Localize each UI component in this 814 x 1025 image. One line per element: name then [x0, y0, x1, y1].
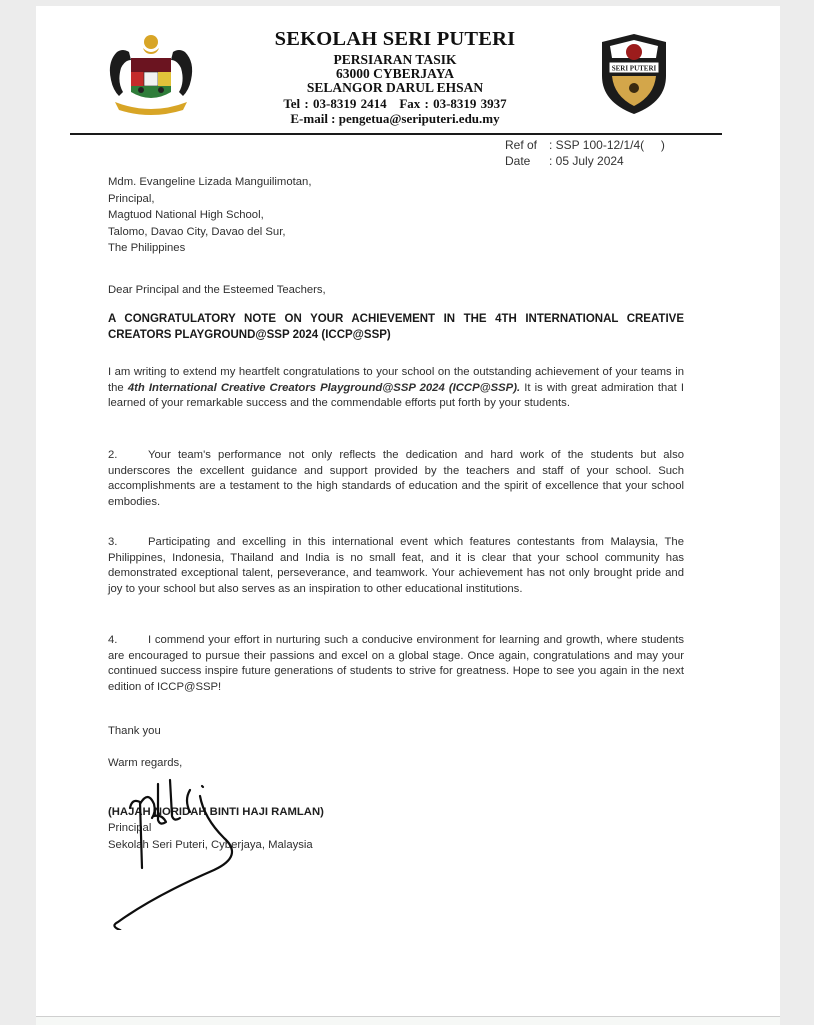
signatory-name: (HAJAH NORIDAH BINTI HAJI RAMLAN): [108, 806, 324, 818]
paragraph-3: [108, 535, 684, 597]
email-address: E-mail : pengetua@seriputeri.edu.my: [290, 111, 500, 126]
letterhead-divider: [70, 133, 722, 135]
event-name: 4th International Creative Creators Playground@SSP 2024 (ICCP@SSP).: [127, 381, 521, 394]
letter-page: [36, 6, 780, 1024]
paragraph-1: [108, 365, 684, 412]
paragraph-number: 4.: [108, 634, 118, 646]
crest-banner-text: SERI PUTERI: [611, 64, 657, 73]
closing-regards: Warm regards,: [108, 757, 183, 769]
paragraph-2: [108, 448, 684, 510]
paragraph-number: 3.: [108, 536, 118, 548]
school-name: SEKOLAH SERI PUTERI: [274, 28, 516, 50]
ref-label: Ref of: [505, 138, 538, 152]
address-line-1: PERSIARAN TASIK: [333, 52, 457, 67]
p1-text-start: I am writing to extend my heartfelt congratulations to your school on the outstanding achievement of your teams in the: [108, 366, 684, 394]
salutation: Dear Principal and the Esteemed Teachers,: [108, 284, 326, 296]
seri-puteri-school-crest-icon: [596, 32, 672, 116]
p1-text-end: It is with great admiration that I learned of your remarkable success and the commendable efforts put forth by your students.: [108, 381, 685, 410]
ref-value: : SSP 100-12/1/4( ): [549, 138, 665, 152]
signatory-organization: Sekolah Seri Puteri, Cyberjaya, Malaysia: [108, 839, 313, 851]
address-line-2: 63000 CYBERJAYA: [336, 66, 454, 81]
paragraph-text: I commend your effort in nurturing such a conducive environment for learning and growth, where students are encouraged to pursue their passions and excel on a global stage. Once again, congratulations and may your continued success inspire future generations of students to strive for greatness. Hope to see you again in the next edition of ICCP@SSP!: [108, 634, 684, 693]
recipient-address: [108, 174, 684, 257]
letter-date: [505, 154, 624, 168]
signatory-title: Principal: [108, 822, 152, 834]
recipient-title: Principal,: [108, 192, 155, 205]
address-line-3: SELANGOR DARUL EHSAN: [306, 80, 484, 95]
paragraph-number: 2.: [108, 449, 118, 461]
phone-fax: Tel : 03-8319 2414 Fax : 03-8319 3937: [283, 96, 507, 111]
closing-thanks: Thank you: [108, 725, 161, 737]
reference-number: [505, 138, 665, 152]
recipient-name: Mdm. Evangeline Lizada Manguilimotan,: [108, 176, 312, 188]
recipient-school: Magtuod National High School,: [108, 209, 264, 222]
paragraph-4: [108, 633, 684, 695]
date-label: Date: [505, 154, 531, 168]
malaysia-coat-of-arms-icon: [103, 32, 199, 118]
letter-subject: A CONGRATULATORY NOTE ON YOUR ACHIEVEMENT IN THE 4TH INTERNATIONAL CREATIVE CREATORS PLAYGROUND@SSP 2024 (ICCP@SSP): [108, 313, 684, 341]
date-value: : 05 July 2024: [549, 154, 624, 168]
recipient-city: Talomo, Davao City, Davao del Sur,: [108, 225, 286, 238]
paragraph-text: Participating and excelling in this international event which features contestants from Malaysia, The Philippines, Indonesia, Thailand and India is no small feat, and it is clear that your school community has demonstrated exceptional talent, perseverance, and teamwork. Your achievement has not only brought pride and joy to your school but also serves as an inspiration to other educational institutions.: [108, 536, 684, 595]
recipient-country: The Philippines: [108, 242, 186, 255]
paragraph-text: Your team's performance not only reflects the dedication and hard work of the students but also underscores the excellent guidance and support provided by the teachers and staff of your school. Such accomplishments are a testament to the high standards of education and the spirit of excellence that your school embodies.: [108, 449, 684, 508]
